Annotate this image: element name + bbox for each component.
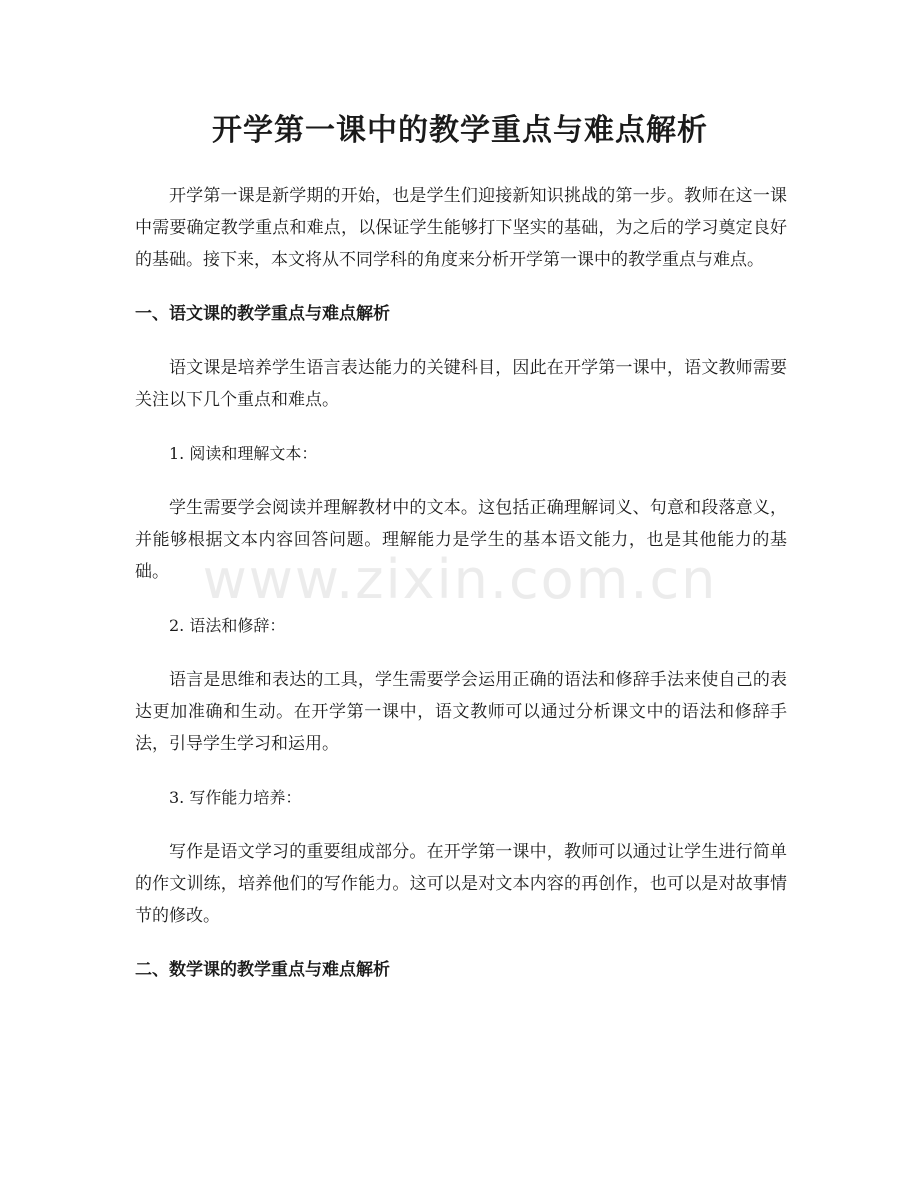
intro-paragraph: 开学第一课是新学期的开始，也是学生们迎接新知识挑战的第一步。教师在这一课中需要确定教学重点和难点，以保证学生能够打下坚实的基础，为之后的学习奠定良好的基础。接下来，本文将从不同学科的角度来分析开学第一课中的教学重点与难点。 xyxy=(135,186,787,270)
document-body xyxy=(135,180,787,1008)
item-2-text: 语言是思维和表达的工具，学生需要学会运用正确的语法和修辞手法来使自己的表达更加准确和生动。在开学第一课中，语文教师可以通过分析课文中的语法和修辞手法，引导学生学习和运用。 xyxy=(135,670,787,754)
item-1-text: 学生需要学会阅读并理解教材中的文本。这包括正确理解词义、句意和段落意义，并能够根据文本内容回答问题。理解能力是学生的基本语文能力，也是其他能力的基础。 xyxy=(135,498,787,582)
item-1-title: 1. 阅读和理解文本： xyxy=(169,444,318,463)
item-3-text: 写作是语文学习的重要组成部分。在开学第一课中，教师可以通过让学生进行简单的作文训练，培养他们的写作能力。这可以是对文本内容的再创作，也可以是对故事情节的修改。 xyxy=(135,842,787,926)
document-title: 开学第一课中的教学重点与难点解析 xyxy=(212,113,708,148)
item-3-title: 3. 写作能力培养： xyxy=(169,788,302,807)
section-2-heading: 二、数学课的教学重点与难点解析 xyxy=(135,960,390,980)
watermark: www.zixin.com.cn xyxy=(202,548,718,611)
item-2-title: 2. 语法和修辞： xyxy=(169,616,286,635)
section-1-intro: 语文课是培养学生语言表达能力的关键科目，因此在开学第一课中，语文教师需要关注以下几个重点和难点。 xyxy=(135,358,787,410)
section-1-heading: 一、语文课的教学重点与难点解析 xyxy=(135,304,390,324)
